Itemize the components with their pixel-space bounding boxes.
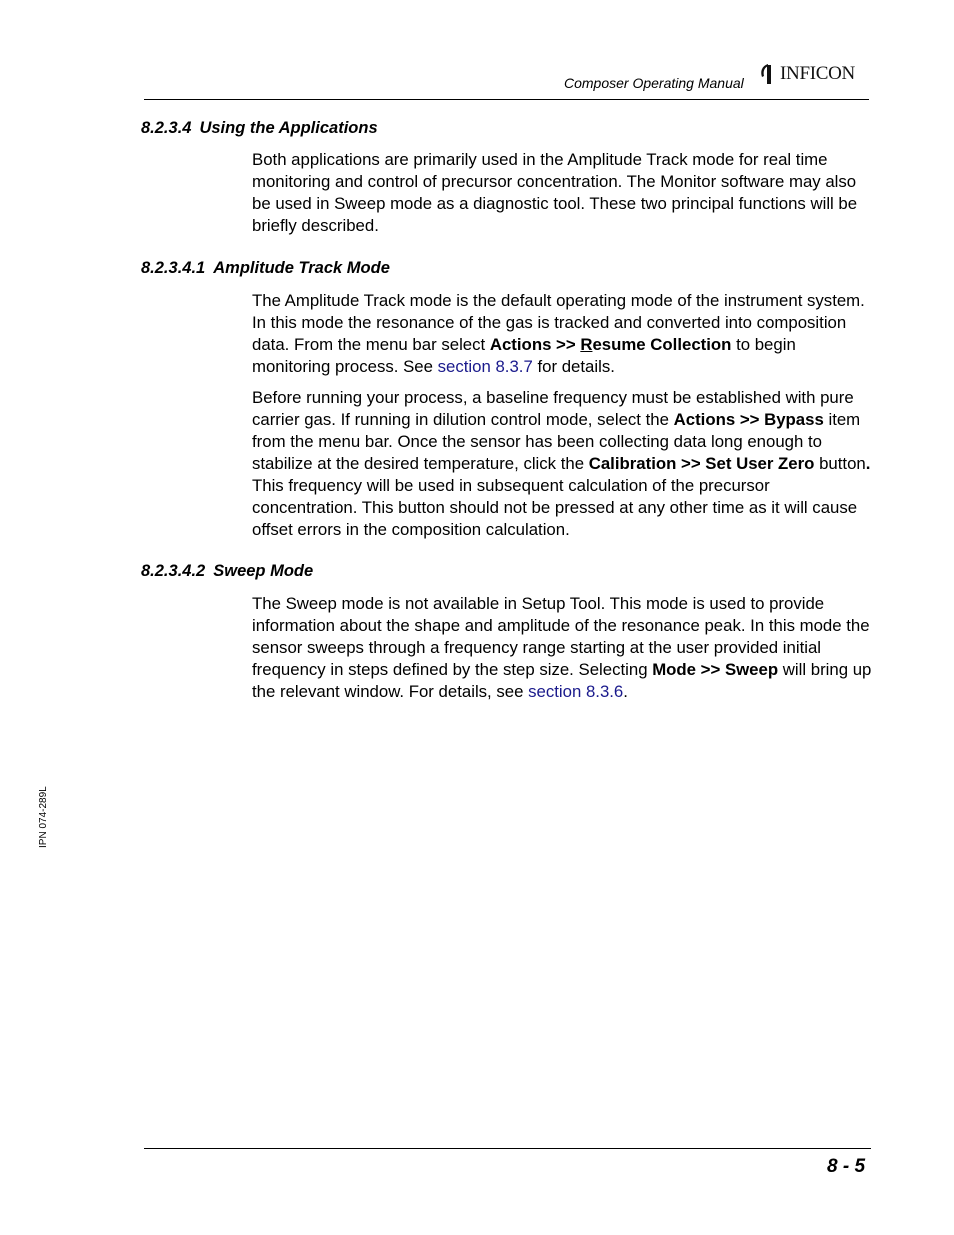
paragraph	[252, 593, 872, 703]
menu-path-actions: Actions >>	[489, 335, 581, 354]
section-heading	[141, 259, 390, 278]
document-ipn-label: IPN 074-289L	[38, 786, 49, 848]
section-number: 8.2.3.4.2	[141, 562, 206, 580]
menu-path-bypass: Actions >> Bypass	[673, 410, 824, 429]
paragraph: Both applications are primarily used in the Amplitude Track mode for real time monitoring and control of precursor concentration. The Monitor software may also be used in Sweep mode as a diagnostic tool. These two principal functions will be briefly described.	[252, 150, 858, 235]
section-title: Sweep Mode	[213, 562, 314, 580]
inficon-logo-mark-icon	[758, 62, 778, 86]
paragraph	[252, 290, 872, 378]
text-run: This frequency will be used in subsequent calculation of the precursor concentration. This button should not be pressed at any other time as it will cause offset errors in the composition calculation.	[252, 476, 858, 539]
section-heading	[141, 119, 378, 138]
text-run: for details.	[532, 357, 615, 376]
section-link-8-3-7[interactable]: section 8.3.7	[437, 357, 533, 376]
section-link-8-3-6[interactable]: section 8.3.6	[528, 682, 624, 701]
logo-wordmark: INFICON	[780, 63, 855, 84]
section-title: Amplitude Track Mode	[213, 259, 390, 277]
inficon-logo	[758, 60, 874, 88]
text-run: item from the menu bar. Once the sensor has been collecting data long enough to stabilize at the desired temperature, click the	[252, 410, 861, 473]
paragraph	[252, 387, 872, 541]
section-heading	[141, 562, 313, 581]
text-run: .	[623, 682, 628, 701]
section-number: 8.2.3.4.1	[141, 259, 206, 277]
bold-period: .	[865, 454, 871, 473]
menu-path-sweep: Mode >> Sweep	[652, 660, 779, 679]
text-run: Before running your process, a baseline frequency must be established with pure carrier gas. If running in dilution control mode, select the	[252, 388, 854, 429]
text-run: The Amplitude Track mode is the default operating mode of the instrument system. In this mode the resonance of the gas is tracked and converted into composition data. From the menu bar select	[252, 291, 865, 354]
text-run: The Sweep mode is not available in Setup Tool. This mode is used to provide information about the shape and amplitude of the resonance peak. In this mode the sensor sweeps through a frequency range starting at the user provided initial frequency in steps defined by the step size. Selecting	[252, 594, 870, 679]
menu-accelerator: R	[580, 335, 593, 354]
page-number: 8 - 5	[827, 1156, 866, 1177]
section-title: Using the Applications	[199, 119, 378, 137]
menu-path-resume-collection: esume Collection	[592, 335, 732, 354]
text-run: button	[814, 454, 866, 473]
manual-title: Composer Operating Manual	[564, 75, 744, 91]
section-number: 8.2.3.4	[141, 119, 192, 137]
menu-path-set-user-zero: Calibration >> Set User Zero	[588, 454, 815, 473]
text-run: will bring up the relevant window. For details, see	[252, 660, 872, 701]
header-rule	[144, 99, 869, 100]
text-run: to begin monitoring process. See	[252, 335, 796, 376]
footer-rule	[144, 1148, 871, 1149]
